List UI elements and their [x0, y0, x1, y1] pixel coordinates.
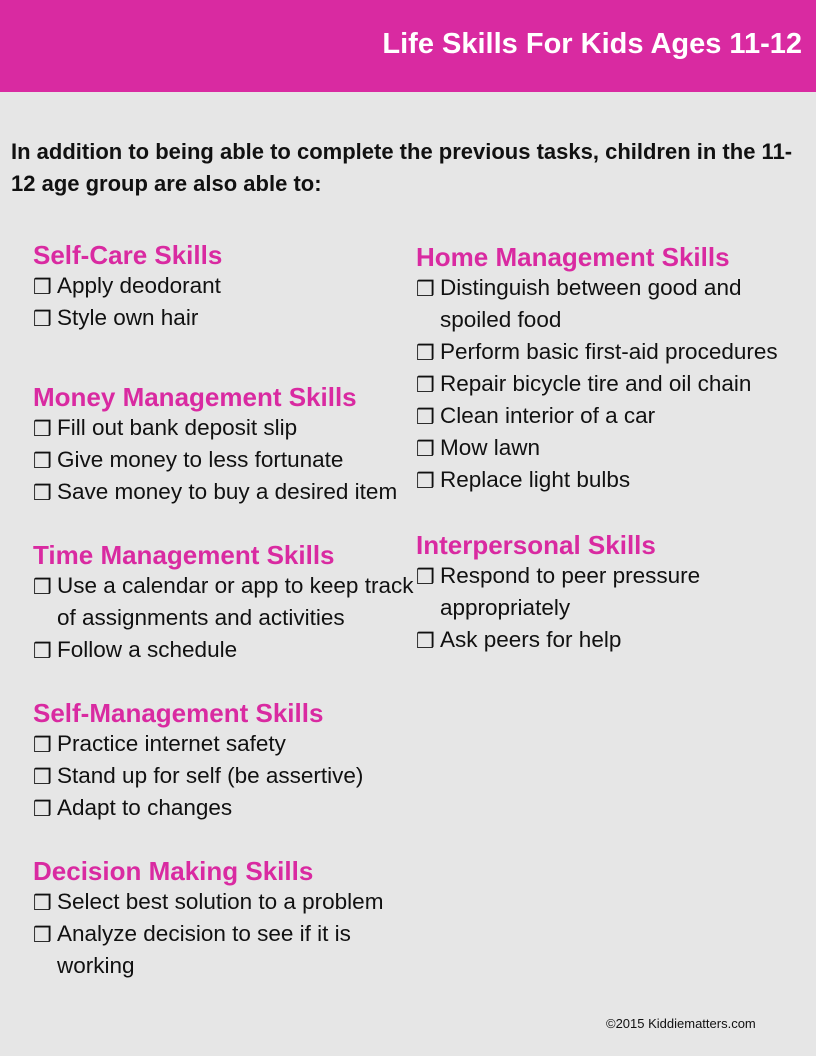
intro-text: In addition to being able to complete the previous tasks, children in the 11-12 age group are also able to:	[11, 139, 793, 196]
checkbox-icon[interactable]: ❒	[33, 765, 52, 789]
checklist-item	[416, 464, 811, 496]
section-home-management	[416, 242, 811, 496]
checkbox-icon[interactable]: ❒	[416, 565, 435, 589]
checklist-item	[33, 918, 423, 982]
checklist-item	[33, 476, 423, 508]
checklist-item-text: Follow a schedule	[57, 637, 238, 662]
checklist-item-text: Analyze decision to see if it is working	[57, 921, 351, 978]
section-self-care	[33, 240, 423, 334]
section-title: Money Management Skills	[33, 382, 357, 412]
checklist-item	[33, 444, 423, 476]
checkbox-icon[interactable]: ❒	[33, 449, 52, 473]
checklist	[416, 272, 811, 496]
checklist-item	[33, 412, 423, 444]
checklist-item	[416, 336, 811, 368]
checklist-item	[33, 760, 423, 792]
checkbox-icon[interactable]: ❒	[416, 469, 435, 493]
checklist	[33, 570, 423, 666]
checklist-item-text: Perform basic first-aid procedures	[440, 339, 778, 364]
checkbox-icon[interactable]: ❒	[33, 891, 52, 915]
checkbox-icon[interactable]: ❒	[416, 437, 435, 461]
section-title: Home Management Skills	[416, 242, 730, 272]
checklist	[33, 412, 423, 508]
checklist-item	[33, 886, 423, 918]
checkbox-icon[interactable]: ❒	[33, 797, 52, 821]
checklist-item-text: Clean interior of a car	[440, 403, 656, 428]
checklist-item	[33, 634, 423, 666]
checklist	[33, 728, 423, 824]
checklist-item-text: Fill out bank deposit slip	[57, 415, 298, 440]
checklist-item	[33, 570, 423, 634]
section-money-management	[33, 382, 423, 508]
checklist	[33, 886, 423, 982]
checkbox-icon[interactable]: ❒	[33, 275, 52, 299]
right-column	[416, 242, 811, 656]
checklist-item	[416, 400, 811, 432]
checklist-item-text: Adapt to changes	[57, 795, 233, 820]
section-title: Self-Care Skills	[33, 240, 223, 270]
checklist-item	[416, 624, 811, 656]
checklist-item	[33, 270, 423, 302]
header-banner	[0, 0, 816, 92]
checklist-item-text: Give money to less fortunate	[57, 447, 344, 472]
section-title: Interpersonal Skills	[416, 530, 656, 560]
checklist-item	[416, 272, 811, 336]
section-self-management	[33, 698, 423, 824]
checkbox-icon[interactable]: ❒	[416, 629, 435, 653]
checkbox-icon[interactable]: ❒	[33, 923, 52, 947]
section-title: Self-Management Skills	[33, 698, 324, 728]
section-time-management	[33, 540, 423, 666]
section-title: Time Management Skills	[33, 540, 335, 570]
checkbox-icon[interactable]: ❒	[33, 575, 52, 599]
checklist	[416, 560, 811, 656]
checklist-item-text: Repair bicycle tire and oil chain	[440, 371, 752, 396]
section-decision-making	[33, 856, 423, 982]
checklist-item	[416, 560, 811, 624]
checklist-item-text: Apply deodorant	[57, 273, 221, 298]
checkbox-icon[interactable]: ❒	[33, 417, 52, 441]
checkbox-icon[interactable]: ❒	[33, 733, 52, 757]
checkbox-icon[interactable]: ❒	[33, 481, 52, 505]
checklist-item	[416, 368, 811, 400]
checkbox-icon[interactable]: ❒	[416, 341, 435, 365]
checklist	[33, 270, 423, 334]
copyright-text: ©2015 Kiddiematters.com	[606, 1016, 756, 1031]
checklist-item	[416, 432, 811, 464]
checklist-item-text: Style own hair	[57, 305, 199, 330]
checkbox-icon[interactable]: ❒	[416, 277, 435, 301]
checklist-item-text: Mow lawn	[440, 435, 541, 460]
checklist-item-text: Distinguish between good and spoiled food	[440, 275, 742, 332]
checklist-item-text: Save money to buy a desired item	[57, 479, 398, 504]
checkbox-icon[interactable]: ❒	[33, 307, 52, 331]
checkbox-icon[interactable]: ❒	[416, 373, 435, 397]
checklist-item-text: Stand up for self (be assertive)	[57, 763, 364, 788]
checklist-item-text: Practice internet safety	[57, 731, 286, 756]
checkbox-icon[interactable]: ❒	[416, 405, 435, 429]
checklist-item-text: Use a calendar or app to keep track of assignments and activities	[57, 573, 414, 630]
section-interpersonal	[416, 530, 811, 656]
checklist-item	[33, 792, 423, 824]
left-column	[33, 240, 423, 982]
checklist-item	[33, 728, 423, 760]
checklist-item-text: Replace light bulbs	[440, 467, 631, 492]
page-title: Life Skills For Kids Ages 11-12	[382, 28, 802, 60]
checkbox-icon[interactable]: ❒	[33, 639, 52, 663]
checklist-item-text: Ask peers for help	[440, 627, 622, 652]
checklist-item-text: Respond to peer pressure appropriately	[440, 563, 701, 620]
section-title: Decision Making Skills	[33, 856, 314, 886]
checklist-item	[33, 302, 423, 334]
checklist-item-text: Select best solution to a problem	[57, 889, 384, 914]
